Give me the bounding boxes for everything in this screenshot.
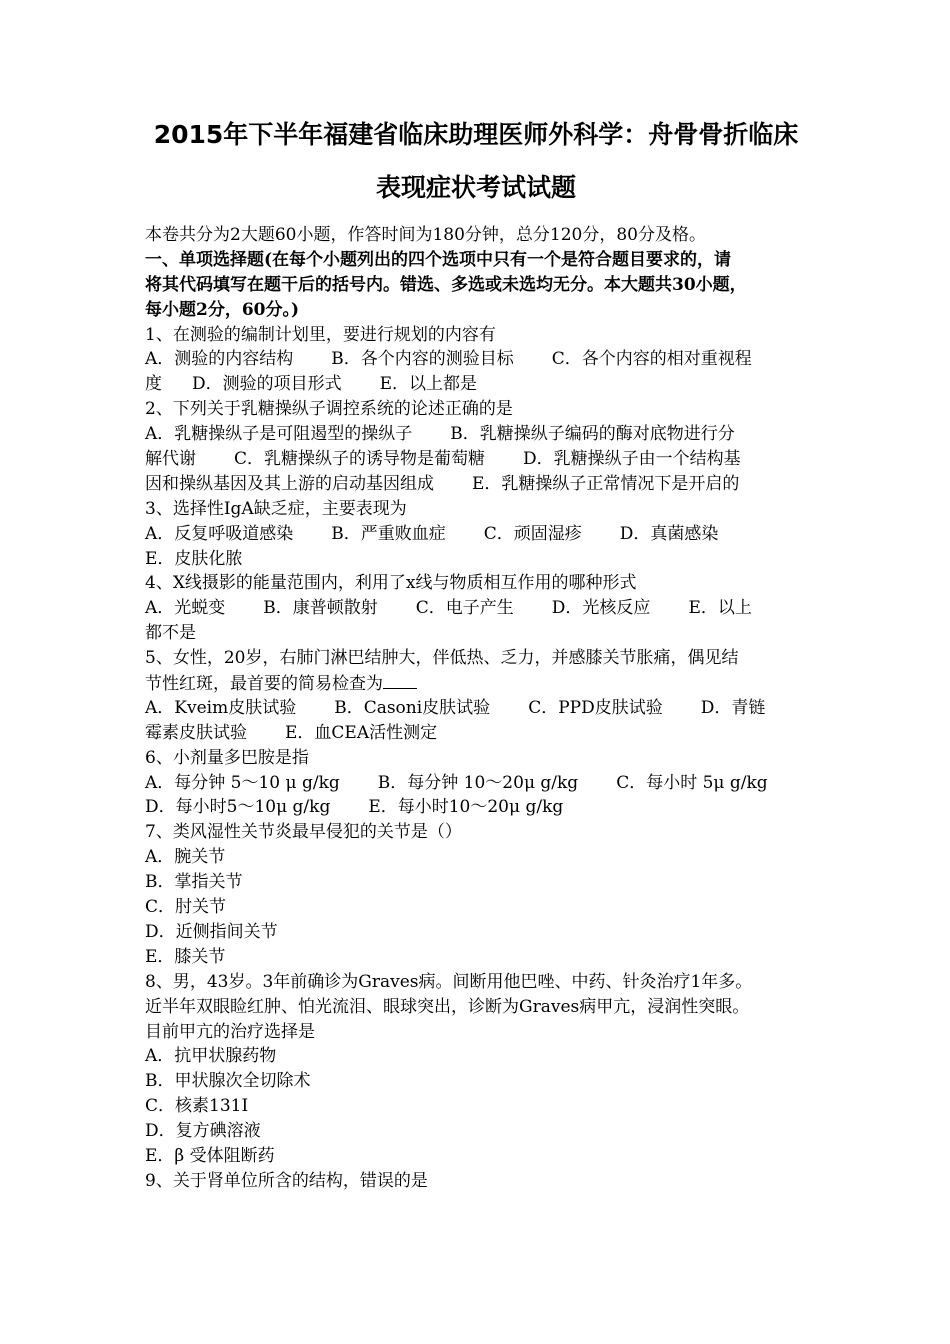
- question-6-options-cont: [145, 795, 807, 820]
- option-a: A．抗甲状腺药物: [145, 1046, 277, 1067]
- option-e: E．乳糖操纵子正常情况下是开启的: [472, 473, 740, 494]
- option-c: C．肘关节: [145, 897, 227, 918]
- option-b: B．Casoni皮肤试验: [334, 697, 491, 718]
- option-c: C．各个内容的相对重视程: [551, 349, 752, 370]
- question-5-options: [145, 696, 807, 721]
- option-d: D．近侧指间关节: [145, 921, 278, 942]
- question-1-options: [145, 347, 807, 372]
- document-title-line1: 2015年下半年福建省临床助理医师外科学：舟骨骨折临床: [153, 120, 799, 149]
- question-2-options: [145, 422, 807, 447]
- option-b: B．康普顿散射: [263, 598, 378, 619]
- option-e: E．每小时10～20μ g/kg: [368, 797, 564, 818]
- option-d: D．光核反应: [551, 598, 651, 619]
- option-b: B．严重败血症: [331, 523, 446, 544]
- question-2-stem: 2、下列关于乳糖操纵子调控系统的论述正确的是: [145, 399, 513, 420]
- option-e: E．膝关节: [145, 946, 226, 967]
- option-d-cont: 霉素皮肤试验: [145, 722, 247, 743]
- option-d: D．复方碘溶液: [145, 1121, 261, 1142]
- question-5-stem-cont-text: 节性红斑，最首要的简易检查为: [145, 674, 383, 695]
- question-4-stem: 4、X线摄影的能量范围内，利用了x线与物质相互作用的哪种形式: [145, 573, 637, 594]
- question-8-stem: 8、男，43岁。3年前确诊为Graves病。间断用他巴唑、中药、针灸治疗1年多。: [145, 971, 753, 992]
- question-2-options-cont: [145, 447, 807, 472]
- question-3-options: [145, 522, 807, 547]
- option-b: B．乳糖操纵子编码的酶对底物进行分: [450, 424, 735, 445]
- question-9-stem: 9、关于肾单位所含的结构，错误的是: [145, 1170, 428, 1191]
- option-d: D．青链: [700, 697, 766, 718]
- option-c: C．电子产生: [415, 598, 514, 619]
- question-3-stem: 3、选择性IgA缺乏症，主要表现为: [145, 498, 407, 519]
- option-e: E．β 受体阻断药: [145, 1145, 275, 1166]
- question-7-stem: 7、类风湿性关节炎最早侵犯的关节是（）: [145, 822, 462, 843]
- option-e: E．血CEA活性测定: [285, 722, 438, 743]
- option-c: C．乳糖操纵子的诱导物是葡萄糖: [234, 449, 486, 470]
- question-5-stem: 5、女性，20岁，右肺门淋巴结肿大，伴低热、乏力，并感膝关节胀痛，偶见结: [145, 648, 739, 669]
- option-c: C．核素131I: [145, 1096, 249, 1117]
- question-6-stem: 6、小剂量多巴胺是指: [145, 747, 309, 768]
- option-b: B．甲状腺次全切除术: [145, 1071, 311, 1092]
- question-2-options-cont2: [145, 472, 807, 497]
- question-4-options: [145, 596, 807, 621]
- document-title-line2: 表现症状考试试题: [375, 173, 576, 202]
- option-a: A．腕关节: [145, 847, 226, 868]
- question-8-stem-cont: 近半年双眼睑红肿、怕光流泪、眼球突出，诊断为Graves病甲亢，浸润性突眼。: [145, 996, 750, 1017]
- option-a: A．乳糖操纵子是可阻遏型的操纵子: [145, 424, 413, 445]
- option-b: B．掌指关节: [145, 872, 243, 893]
- option-e-cont: 都不是: [145, 623, 196, 644]
- section-heading-line3: 每小题2分，60分。): [145, 299, 300, 320]
- question-6-options: [145, 771, 807, 796]
- question-8-stem-cont2: 目前甲亢的治疗选择是: [145, 1021, 315, 1042]
- question-3-options-cont: [145, 547, 807, 572]
- option-b: B．各个内容的测验目标: [331, 349, 514, 370]
- option-e: E．皮肤化脓: [145, 548, 243, 569]
- question-4-options-cont: [145, 621, 807, 646]
- option-c-cont: 度: [145, 374, 162, 395]
- option-a: A．测验的内容结构: [145, 349, 294, 370]
- option-d-cont: 因和操纵基因及其上游的启动基因组成: [145, 473, 434, 494]
- section-heading-line2: 将其代码填写在题干后的括号内。错选、多选或未选均无分。本大题共30小题，: [145, 274, 747, 295]
- option-e: E．以上: [688, 598, 752, 619]
- option-e: E．以上都是: [379, 374, 478, 395]
- question-1-options-cont: [145, 372, 807, 397]
- intro-text: 本卷共分为2大题60小题，作答时间为180分钟，总分120分，80分及格。: [145, 225, 706, 245]
- option-a: A．每分钟 5～10 μ g/kg: [145, 772, 340, 793]
- answer-blank: [383, 671, 417, 689]
- option-d: D．乳糖操纵子由一个结构基: [523, 449, 741, 470]
- option-d: D．真菌感染: [619, 523, 719, 544]
- document-body: [145, 223, 807, 1194]
- option-d: D．测验的项目形式: [192, 374, 342, 395]
- question-5-options-cont: [145, 721, 807, 746]
- question-5-stem-cont: [145, 671, 807, 696]
- option-a: A．反复呼吸道感染: [145, 523, 294, 544]
- question-1-stem: 1、在测验的编制计划里，要进行规划的内容有: [145, 324, 496, 345]
- option-c: C．每小时 5μ g/kg: [616, 772, 768, 793]
- option-b-cont: 解代谢: [145, 449, 196, 470]
- option-d: D．每小时5～10μ g/kg: [145, 797, 331, 818]
- section-heading-line1: 一、单项选择题(在每个小题列出的四个选项中只有一个是符合题目要求的，请: [145, 249, 732, 270]
- option-b: B．每分钟 10～20μ g/kg: [377, 772, 579, 793]
- option-c: C．顽固湿疹: [483, 523, 582, 544]
- option-a: A．Kveim皮肤试验: [145, 697, 297, 718]
- option-a: A．光蜕变: [145, 598, 226, 619]
- option-c: C．PPD皮肤试验: [528, 697, 663, 718]
